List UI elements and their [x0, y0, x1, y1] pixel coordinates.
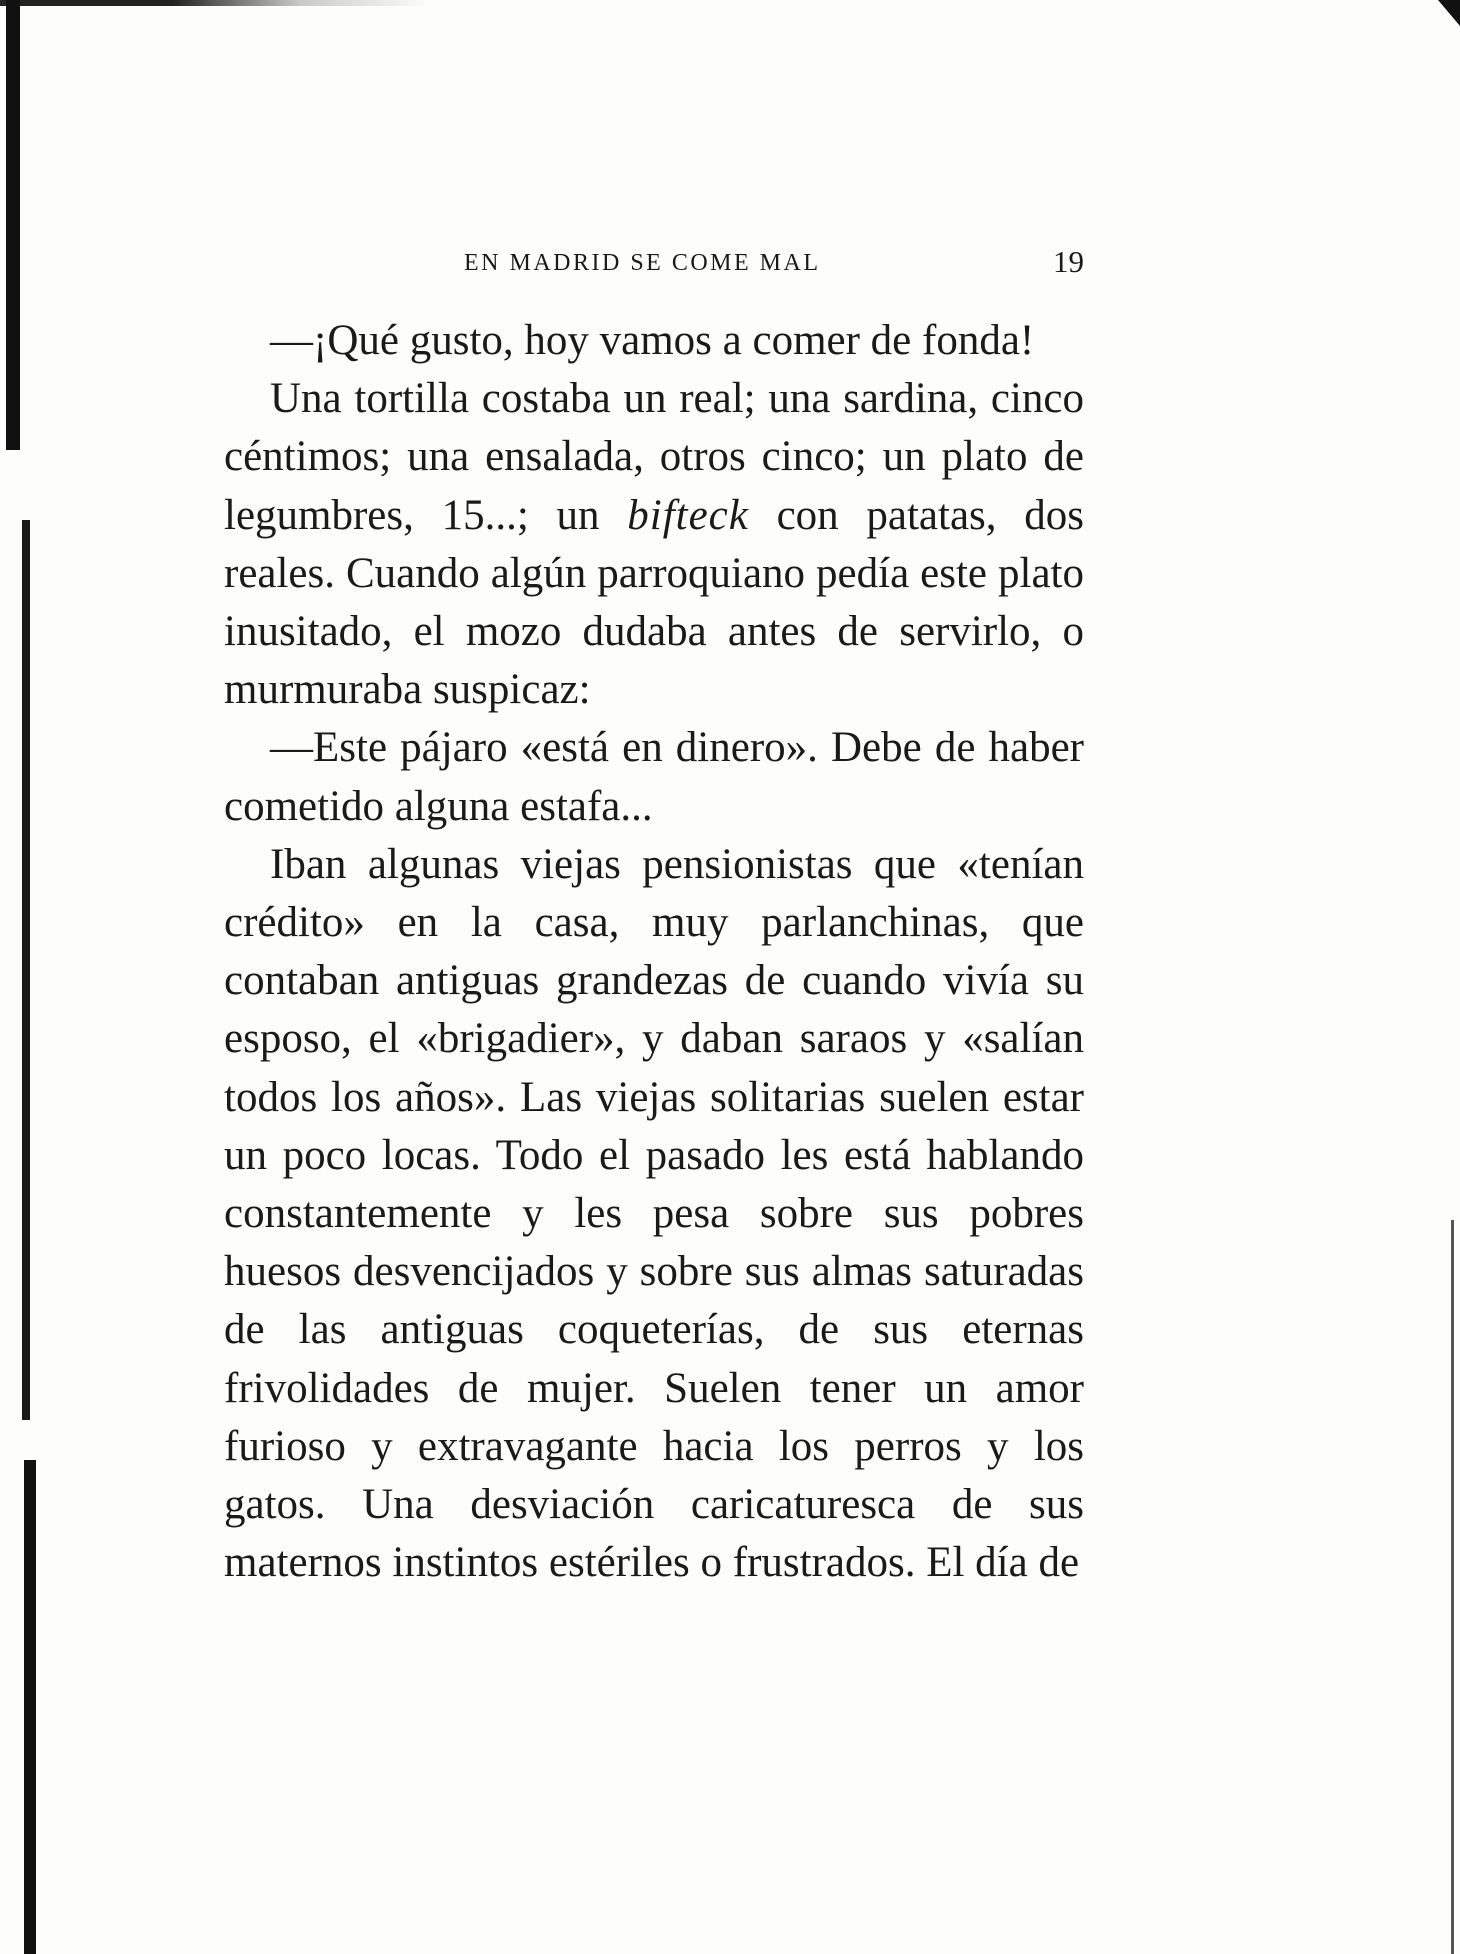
scan-edge-top — [0, 0, 430, 6]
running-head — [464, 244, 1084, 284]
paragraph: —Este pájaro «está en dinero». Debe de haber cometido alguna estafa... — [224, 724, 1084, 830]
page-number: 19 — [1053, 244, 1084, 279]
paragraph-text: con patatas, dos reales. Cuando algún parroquiano pedía este plato inusitado, el mozo dudaba antes de servirlo, o murmuraba suspicaz: — [224, 491, 1084, 714]
italic-word: bifteck — [627, 491, 749, 539]
binding-edge-shadow — [6, 0, 20, 450]
paragraph: Iban algunas viejas pensionistas que «tenían crédito» en la casa, muy parlanchinas, que contaban antiguas grandezas de cuando vivía su esposo, el «brigadier», y daban saraos y «salían todos los años». Las viejas solitarias suelen estar un poco locas. Todo el pasado les está hablando constantemente y les pesa sobre sus pobres huesos desvencijados y sobre sus almas saturadas de las antiguas coqueterías, de sus eternas frivolidades de mujer. Suelen tener un amor furioso y extravagante hacia los perros y los gatos. Una desviación caricaturesca de sus maternos instintos estériles o frustrados. El día de — [224, 840, 1084, 1587]
paragraph: —¡Qué gusto, hoy vamos a comer de fonda! — [270, 317, 1035, 364]
body-text — [224, 312, 1084, 1592]
binding-edge-shadow — [22, 520, 30, 1420]
paragraph — [224, 370, 1084, 719]
scan-corner-shadow — [1438, 0, 1460, 26]
binding-edge-shadow — [24, 1460, 36, 1954]
scan-edge-right — [1451, 1220, 1454, 1954]
paragraph-text: Una tortilla costaba un real; una sardina, cinco céntimos; una ensalada, otros cinco; un plato de legumbres, 15...; un — [224, 375, 1084, 539]
running-head-title: EN MADRID SE COME MAL — [464, 250, 821, 276]
